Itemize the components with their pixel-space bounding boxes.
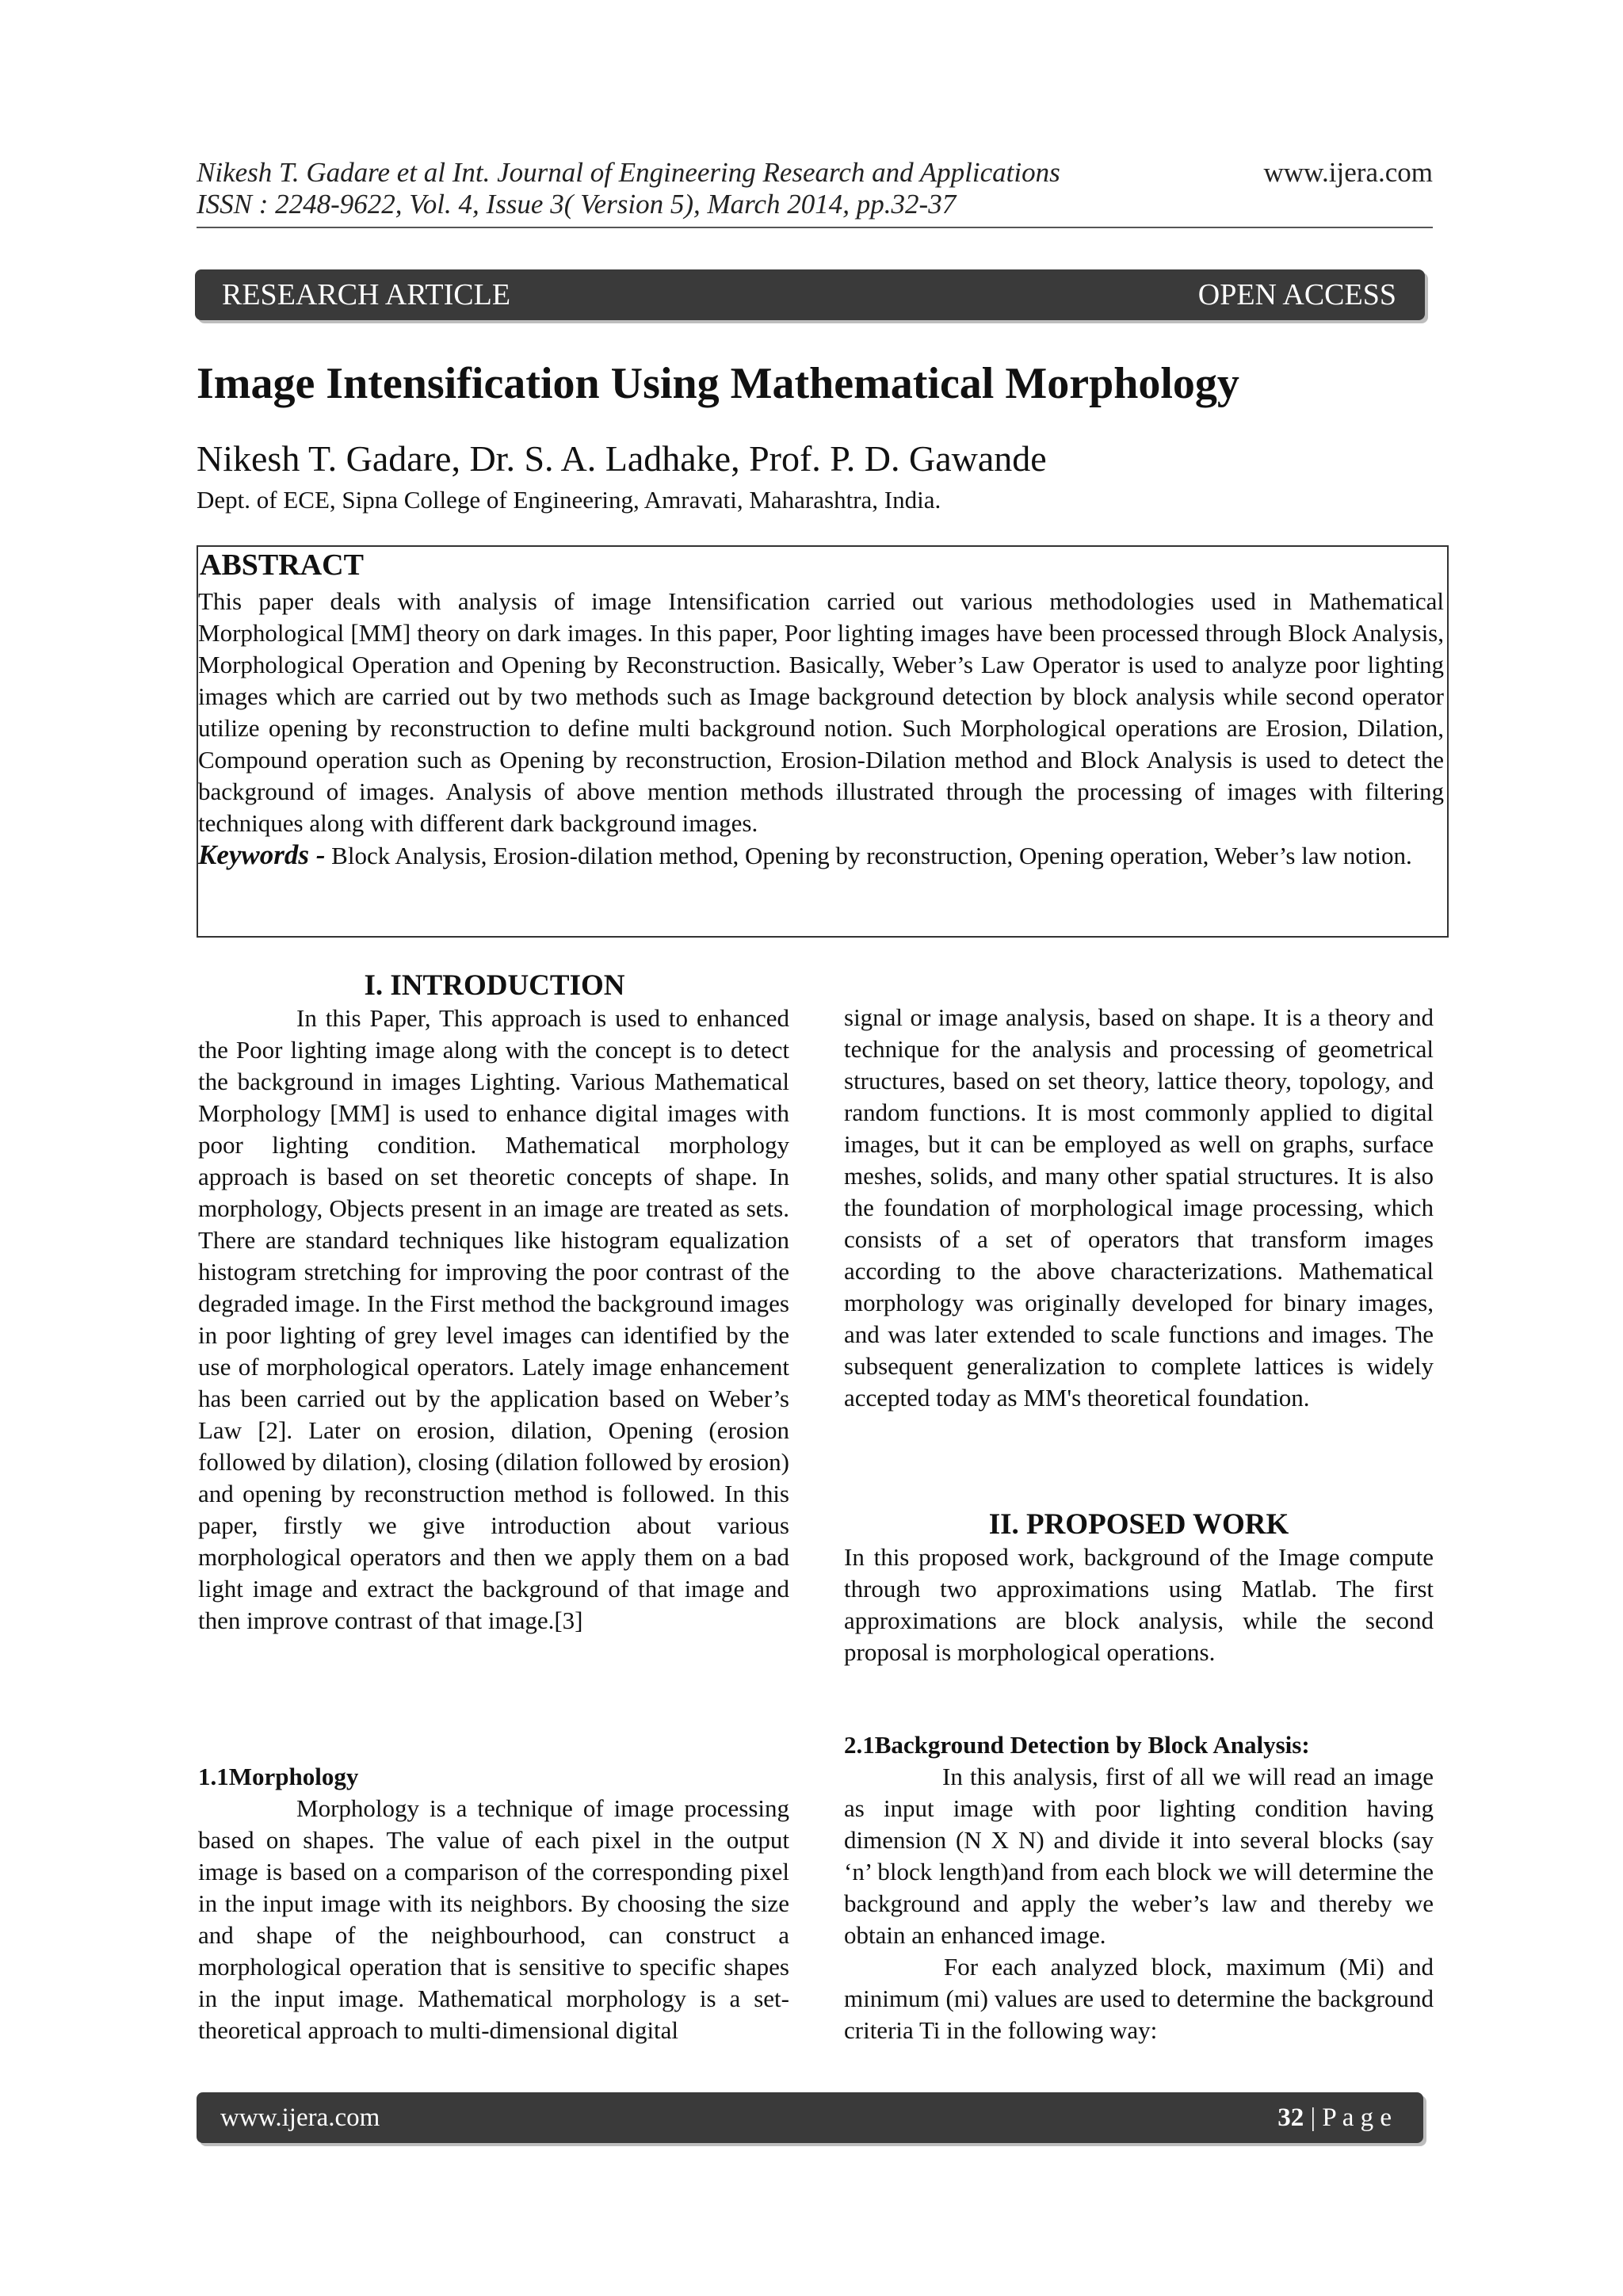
introduction-heading: I. INTRODUCTION	[364, 969, 625, 1002]
keywords-text: Block Analysis, Erosion-dilation method, Opening by reconstruction, Opening operation, Weber’s law notion.	[325, 842, 1412, 869]
journal-citation-line-1: Nikesh T. Gadare et al Int. Journal of Engineering Research and Applications	[197, 157, 1060, 188]
abstract-heading: ABSTRACT	[200, 548, 364, 582]
page-label: | P a g e	[1304, 2103, 1392, 2132]
morphology-text: Morphology is a technique of image processing based on shapes. The value of each pixel in the output image is based on a comparison of the corresponding pixel in the input image with its neighbors. By choosing the size and shape of the neighbourhood, can construct a morphological operation that is sensitive to specific shapes in the input image. Mathematical morphology is a set-theoretical approach to multi-dimensional digital	[198, 1794, 789, 2044]
page-number: 32	[1277, 2103, 1304, 2132]
proposed-work-heading: II. PROPOSED WORK	[988, 1508, 1289, 1541]
research-article-label: RESEARCH ARTICLE	[222, 278, 511, 311]
paper-title: Image Intensification Using Mathematical Morphology	[197, 359, 1239, 408]
morphology-subheading: 1.1Morphology	[198, 1763, 359, 1790]
block-analysis-text-1: In this analysis, first of all we will read an image as input image with poor lighting condition having dimension (N X N) and divide it into several blocks (say ‘n’ block length)and from each block we will determine the background and apply the weber’s law and thereby we obtain an enhanced image.	[844, 1763, 1434, 1949]
header-divider	[197, 227, 1433, 228]
abstract-text: This paper deals with analysis of image Intensification carried out various methodologies used in Mathematical Morphological [MM] theory on dark images. In this paper, Poor lighting images have been processed through Block Analysis, Morphological Operation and Opening by Reconstruction. Basically, Weber’s Law Operator is used to analyze poor lighting images which are carried out by two methods such as Image background detection by block analysis while second operator utilize opening by reconstruction to define multi background notion. Such Morphological operations are Erosion, Dilation, Compound operation such as Opening by reconstruction, Erosion-Dilation method and Block Analysis is used to detect the background of images. Analysis of above mention methods illustrated through the processing of images with filtering techniques along with different dark background images.	[198, 587, 1444, 837]
proposed-work-body	[844, 1541, 1434, 1668]
introduction-text: In this Paper, This approach is used to enhanced the Poor lighting image along with the concept is to detect the background in images Lighting. Various Mathematical Morphology [MM] is used to enhance digital images with poor lighting condition. Mathematical morphology approach is based on set theoretic concepts of shape. In morphology, Objects present in an image are treated as sets. There are standard techniques like histogram equalization histogram stretching for improving the poor contrast of the degraded image. In the First method the background images in poor lighting of grey level images can identified by the use of morphological operators. Lately image enhancement has been carried out by the application based on Weber’s Law [2]. Later on erosion, dilation, Opening (erosion followed by dilation), closing (dilation followed by erosion) and opening by reconstruction method is followed. In this paper, firstly we give introduction about various morphological operators and then we apply them on a bad light image and extract the background of that image and then improve contrast of that image.[3]	[198, 1004, 789, 1634]
journal-citation-line-2: ISSN : 2248-9622, Vol. 4, Issue 3( Version 5), March 2014, pp.32-37	[197, 189, 957, 220]
right-column-continuation	[844, 1002, 1434, 1414]
footer-banner	[197, 2092, 1423, 2143]
morphology-body	[198, 1793, 789, 2046]
block-analysis-body	[844, 1761, 1434, 2046]
page-indicator	[1277, 2102, 1392, 2134]
continuation-text: signal or image analysis, based on shape. It is a theory and technique for the analysis and processing of geometrical structures, based on set theory, lattice theory, topology, and random functions. It is most commonly applied to digital images, but it can be employed as well on graphs, surface meshes, solids, and many other spatial structures. It is also the foundation of morphological image processing, which consists of a set of operators that transform images according to the above characterizations. Mathematical morphology was originally developed for binary images, and was later extended to scale functions and images. The subsequent generalization to complete lattices is widely accepted today as MM's theoretical foundation.	[844, 1003, 1434, 1412]
paper-authors: Nikesh T. Gadare, Dr. S. A. Ladhake, Prof. P. D. Gawande	[197, 438, 1047, 479]
article-type-banner	[195, 269, 1425, 320]
abstract-body	[198, 586, 1444, 872]
footer-website: www.ijera.com	[220, 2103, 380, 2132]
block-analysis-subheading: 2.1Background Detection by Block Analysis:	[844, 1731, 1310, 1759]
keywords-label: Keywords -	[198, 839, 326, 870]
keywords	[198, 839, 1444, 872]
open-access-label: OPEN ACCESS	[1197, 278, 1396, 311]
author-affiliation: Dept. of ECE, Sipna College of Engineering, Amravati, Maharashtra, India.	[197, 486, 941, 514]
proposed-work-text: In this proposed work, background of the Image compute through two approximations using Matlab. The first approximations are block analysis, while the second proposal is morphological operations.	[844, 1543, 1434, 1666]
introduction-body	[198, 1003, 789, 1637]
header-website: www.ijera.com	[1263, 157, 1433, 188]
block-analysis-text-2: For each analyzed block, maximum (Mi) and minimum (mi) values are used to determine the background criteria Ti in the following way:	[844, 1953, 1434, 2044]
